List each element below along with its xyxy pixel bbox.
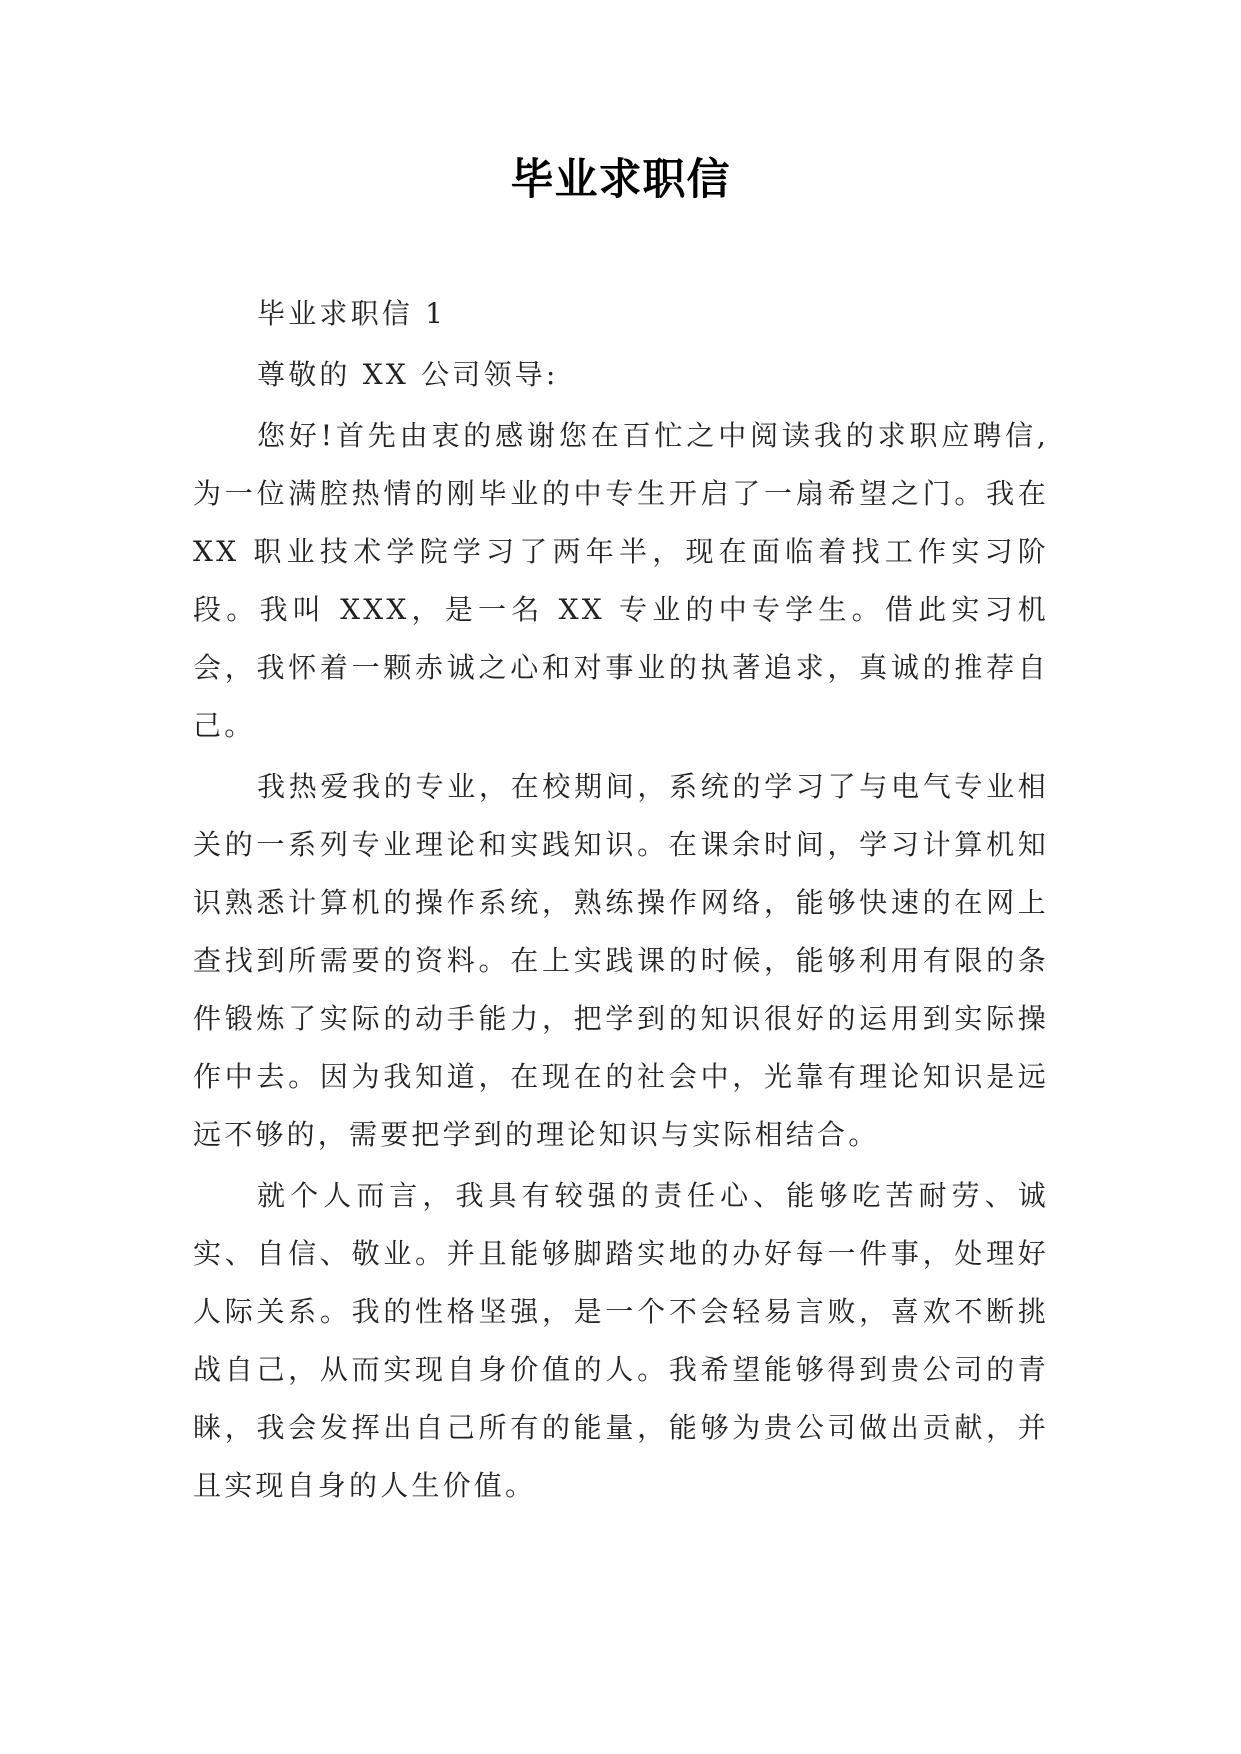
body-paragraph-intro: 您好!首先由衷的感谢您在百忙之中阅读我的求职应聘信,为一位满腔热情的刚毕业的中专生开启了一扇希望之门。我在 XX 职业技术学院学习了两年半，现在面临着找工作实习阶段。我叫 XXX，是一名 XX 专业的中专学生。借此实习机会，我怀着一颗赤诚之心和对事业的执著追求，真诚的推荐自己。	[193, 419, 1049, 742]
letter-heading: 毕业求职信 1	[257, 297, 447, 330]
salutation: 尊敬的 XX 公司领导:	[257, 358, 559, 391]
body-paragraph-major: 我热爱我的专业，在校期间，系统的学习了与电气专业相关的一系列专业理论和实践知识。在课余时间，学习计算机知识熟悉计算机的操作系统，熟练操作网络，能够快速的在网上查找到所需要的资料。在上实践课的时候，能够利用有限的条件锻炼了实际的动手能力，把学到的知识很好的运用到实际操作中去。因为我知道，在现在的社会中，光靠有理论知识是远远不够的，需要把学到的理论知识与实际相结合。	[193, 770, 1049, 1151]
body-paragraph-personal: 就个人而言，我具有较强的责任心、能够吃苦耐劳、诚实、自信、敬业。并且能够脚踏实地的办好每一件事，处理好人际关系。我的性格坚强，是一个不会轻易言败，喜欢不断挑战自己，从而实现自身价值的人。我希望能够得到贵公司的青睐，我会发挥出自己所有的能量，能够为贵公司做出贡献，并且实现自身的人生价值。	[193, 1179, 1049, 1502]
document-title: 毕业求职信	[510, 155, 731, 205]
document-body	[193, 285, 1049, 1515]
